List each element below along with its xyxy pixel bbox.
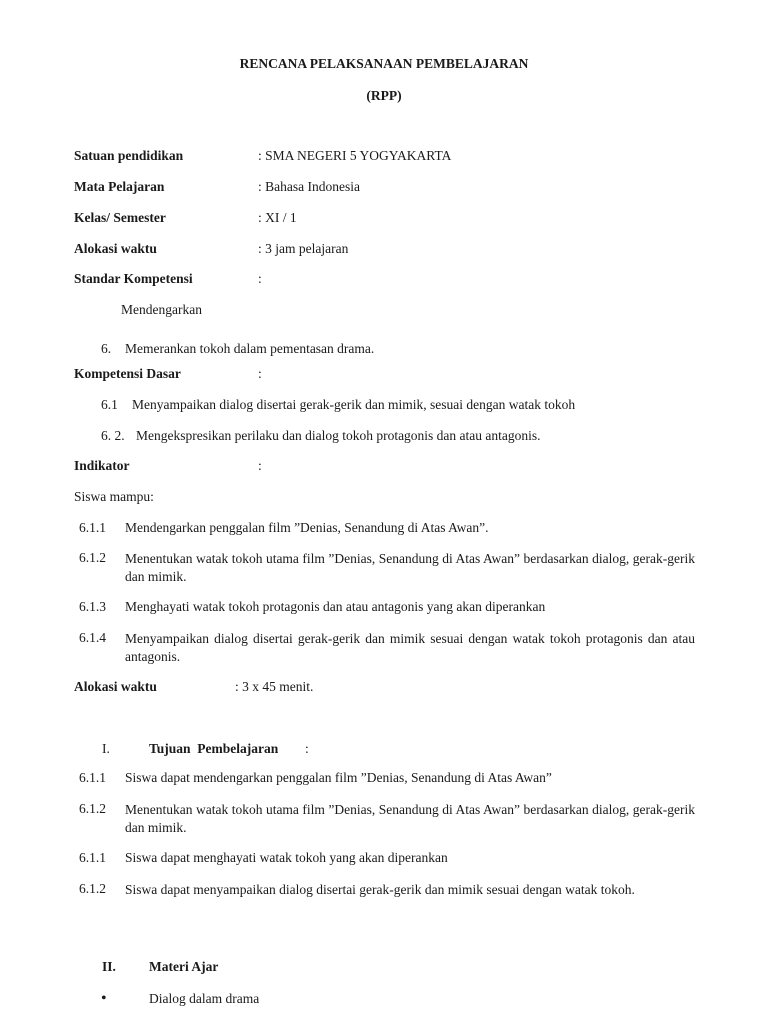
tujuan-item-text: Menentukan watak tokoh utama film ”Denias, Senandung di Atas Awan” berdasarkan dialog, gerak-gerik dan mimik. <box>125 802 695 835</box>
indikator-item-number: 6.1.3 <box>79 599 106 614</box>
indikator-item-number: 6.1.1 <box>79 520 106 535</box>
tujuan-item-number: 6.1.2 <box>79 801 106 816</box>
materi-number: II. <box>102 959 116 974</box>
alokasi-label: Alokasi waktu <box>74 679 157 694</box>
materi-item: Dialog dalam drama <box>149 991 260 1006</box>
identity-label: Alokasi waktu <box>74 241 157 256</box>
identity-value: : XI / 1 <box>258 210 297 225</box>
standar-item-number: 6. <box>101 341 112 356</box>
tujuan-label: Tujuan Pembelajaran <box>149 741 279 756</box>
indikator-label: Indikator <box>74 458 130 473</box>
indikator-item-number: 6.1.4 <box>79 630 106 645</box>
tujuan-item-number: 6.1.1 <box>79 850 106 865</box>
tujuan-item-text: Siswa dapat menyampaikan dialog disertai gerak-gerik dan mimik sesuai dengan watak tokoh. <box>125 882 635 897</box>
standar-heading: Mendengarkan <box>121 302 202 317</box>
tujuan-item-text: Siswa dapat menghayati watak tokoh yang akan diperankan <box>125 850 448 865</box>
identity-label: Satuan pendidikan <box>74 148 184 163</box>
identity-value: : 3 jam pelajaran <box>258 241 349 256</box>
tujuan-item-text: Siswa dapat mendengarkan penggalan film ”Denias, Senandung di Atas Awan” <box>125 770 552 785</box>
tujuan-number: I. <box>102 741 110 756</box>
identity-label: Kelas/ Semester <box>74 210 166 225</box>
identity-label: Standar Kompetensi <box>74 271 193 286</box>
document-title: RENCANA PELAKSANAAN PEMBELAJARAN <box>239 56 529 71</box>
indikator-item-text: Menentukan watak tokoh utama film ”Denias, Senandung di Atas Awan” berdasarkan dialog, gerak-gerik dan mimik. <box>125 551 695 584</box>
alokasi-value: : 3 x 45 menit. <box>235 679 314 694</box>
kompetensi-item-number: 6. 2. <box>101 428 125 443</box>
indikator-item-text: Menyampaikan dialog disertai gerak-gerik dan mimik sesuai dengan watak tokoh protagonis dan atau antagonis. <box>125 631 695 664</box>
tujuan-item-number: 6.1.2 <box>79 881 106 896</box>
kompetensi-item-text: Mengekspresikan perilaku dan dialog tokoh protagonis dan atau antagonis. <box>136 428 541 443</box>
indikator-colon: : <box>258 458 262 473</box>
kompetensi-colon: : <box>258 366 262 381</box>
indikator-intro: Siswa mampu: <box>74 489 154 504</box>
indikator-item-text: Menghayati watak tokoh protagonis dan atau antagonis yang akan diperankan <box>125 599 546 614</box>
indikator-item-text: Mendengarkan penggalan film ”Denias, Senandung di Atas Awan”. <box>125 520 489 535</box>
tujuan-item-number: 6.1.1 <box>79 770 106 785</box>
identity-label: Mata Pelajaran <box>74 179 165 194</box>
standar-item-text: Memerankan tokoh dalam pementasan drama. <box>125 341 375 356</box>
bullet-icon: • <box>101 990 107 1007</box>
document-subtitle: (RPP) <box>366 88 402 103</box>
kompetensi-item-number: 6.1 <box>101 397 118 412</box>
identity-value: : Bahasa Indonesia <box>258 179 360 194</box>
tujuan-colon: : <box>305 741 309 756</box>
kompetensi-label: Kompetensi Dasar <box>74 366 181 381</box>
identity-value: : SMA NEGERI 5 YOGYAKARTA <box>258 148 452 163</box>
materi-label: Materi Ajar <box>149 959 219 974</box>
kompetensi-item-text: Menyampaikan dialog disertai gerak-gerik dan mimik, sesuai dengan watak tokoh <box>132 397 576 412</box>
identity-value: : <box>258 271 262 286</box>
indikator-item-number: 6.1.2 <box>79 550 106 565</box>
